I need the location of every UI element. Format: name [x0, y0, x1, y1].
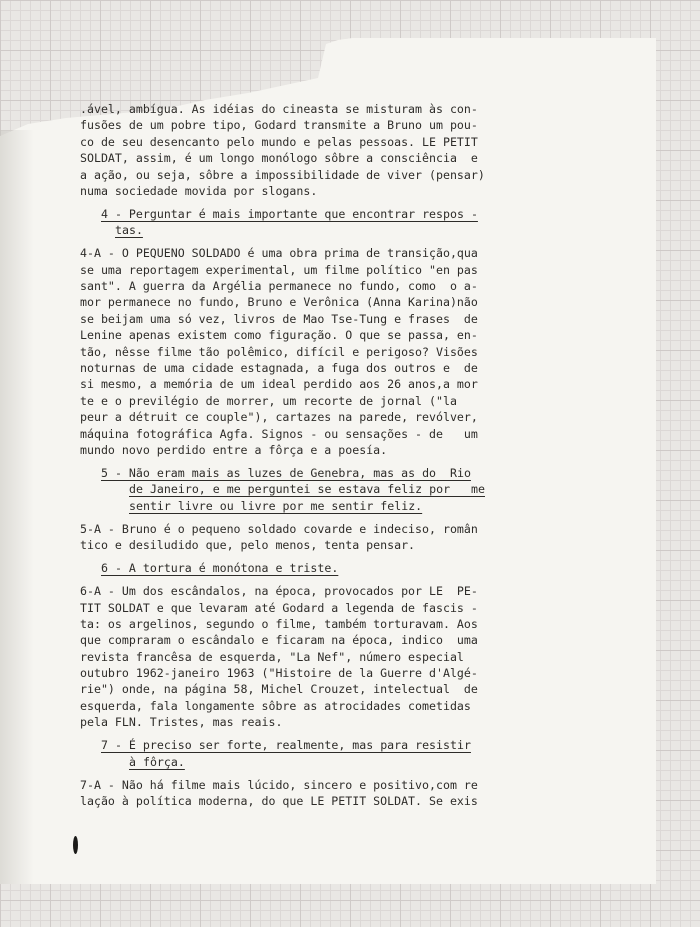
heading-line: sentir livre ou livre por me sentir feliz. [129, 498, 423, 513]
text-line: a ação, ou seja, sôbre a impossibilidade de viver (pensar) [80, 167, 485, 182]
text-line: mor permanece no fundo, Bruno e Verônica (Anna Karina)não [80, 295, 478, 310]
heading-line: 6 - A tortura é monótona e triste. [101, 561, 339, 576]
text-line: fusões de um pobre tipo, Godard transmite a Bruno um pou- [80, 118, 478, 133]
text-line: Lenine apenas existem como figuração. O que se passa, en- [80, 328, 478, 343]
text-line: pela FLN. Tristes, mas reais. [80, 715, 283, 730]
heading-line: 7 - É preciso ser forte, realmente, mas para resistir [101, 738, 471, 753]
text-line: lação à política moderna, do que LE PETIT SOLDAT. Se exis [80, 793, 478, 808]
text-line: 6-A - Um dos escândalos, na época, provocados por LE PE- [80, 584, 478, 599]
text-line: revista francêsa de esquerda, "La Nef", número especial [80, 649, 464, 664]
heading-line: 5 - Não eram mais as luzes de Genebra, mas as do Rio [101, 465, 471, 480]
binding-hole-mark [73, 836, 78, 854]
text-line: TIT SOLDAT e que levaram até Godard a legenda de fascis - [80, 600, 478, 615]
text-line: outubro 1962-janeiro 1963 ("Histoire de la Guerre d'Algé- [80, 666, 478, 681]
text-line: se beijam uma só vez, livros de Mao Tse-Tung e frases de [80, 311, 478, 326]
text-line: si mesmo, a memória de um ideal perdido aos 26 anos,a mor [80, 377, 478, 392]
text-line: 4-A - O PEQUENO SOLDADO é uma obra prima de transição,qua [80, 246, 478, 261]
text-line: 7-A - Não há filme mais lúcido, sincero e positivo,com re [80, 777, 478, 792]
text-line: se uma reportagem experimental, um filme político "en pas [80, 262, 478, 277]
text-line: co de seu desencanto pelo mundo e pelas pessoas. LE PETIT [80, 134, 478, 149]
text-line: SOLDAT, assim, é um longo monólogo sôbre a consciência e [80, 151, 478, 166]
text-line: numa sociedade movida por slogans. [80, 183, 318, 198]
text-line: rie") onde, na página 58, Michel Crouzet, intelectual de [80, 682, 478, 697]
text-line: ta: os argelinos, segundo o filme, também torturavam. Aos [80, 616, 478, 631]
typewritten-text [80, 101, 600, 809]
text-line: tico e desiludido que, pelo menos, tenta pensar. [80, 538, 416, 553]
text-line: noturnas de uma cidade estagnada, a fuga dos outros e de [80, 361, 478, 376]
text-line: tão, nêsse filme tão polêmico, difícil e perigoso? Visões [80, 344, 478, 359]
text-line: peur a détruit ce couple"), cartazes na parede, revólver, [80, 410, 478, 425]
text-line: esquerda, fala longamente sôbre as atrocidades cometidas [80, 698, 471, 713]
text-line: que compraram o escândalo e ficaram na época, indico uma [80, 633, 478, 648]
heading-line: à fôrça. [129, 754, 185, 769]
text-line: sant". A guerra da Argélia permanece no fundo, como o a- [80, 279, 478, 294]
heading-line: 4 - Perguntar é mais importante que encontrar respos - [101, 206, 478, 221]
text-line: 5-A - Bruno é o pequeno soldado covarde e indeciso, român [80, 521, 478, 536]
heading-line: tas. [115, 223, 143, 238]
text-line: máquina fotográfica Agfa. Signos - ou sensações - de um [80, 426, 478, 441]
heading-line: de Janeiro, e me perguntei se estava feliz por me [129, 482, 485, 497]
text-line: mundo novo perdido entre a fôrça e a poesía. [80, 443, 388, 457]
text-line: .ável, ambígua. As idéias do cineasta se misturam às con- [80, 102, 478, 116]
text-line: te e o previlégio de morrer, um recorte de jornal ("la [80, 393, 457, 408]
